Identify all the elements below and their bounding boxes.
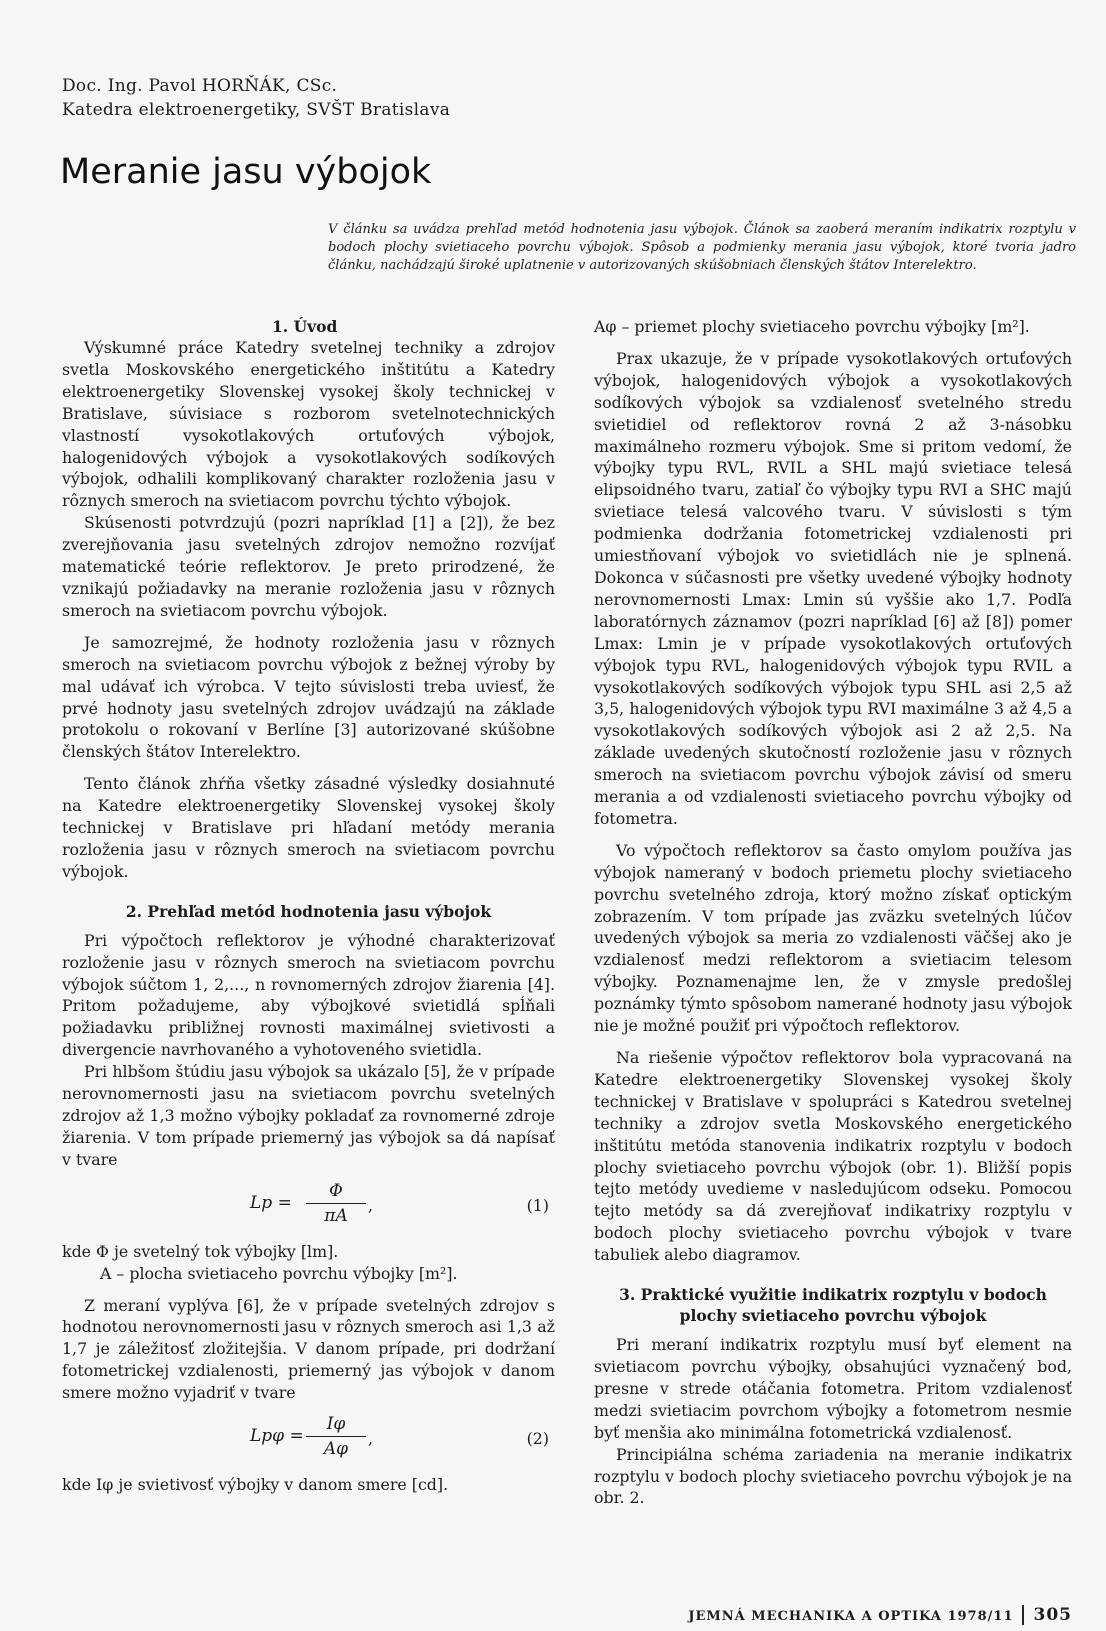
paragraph: Pri meraní indikatrix rozptylu musí byť element na svietiacom povrchu výbojky, obsahujúci vyznačený bod, presne v strede otáčania fotometra. Pritom vzdialenosť medzi svietiacim povrchom výbojky a fotometrom nesmie byť menšia ako minimálna fotometrická vzdialenosť.: [594, 1335, 1072, 1442]
equation-lhs: Lpφ =: [250, 1426, 304, 1447]
paragraph: Pri hlbšom štúdiu jasu výbojok sa ukázalo [5], že v prípade nerovnomernosti jasu na svietiacom povrchu svetelných zdrojov až 1,3 možno výbojky pokladať za rovnomerné zdroje žiarenia. V tom prípade priemerný jas výbojok sa dá napísať v tvare: [62, 1062, 555, 1169]
paragraph: Vo výpočtoch reflektorov sa často omylom používa jas výbojok nameraný v bodoch priemetu plochy svietiaceho povrchu svetelného zdroja, ktorý možno získať optickým zobrazením. V tom prípade jas zväzku svetelných lúčov uvedených výbojok sa meria zo vzdialenosti väčšej ako je vzdialenosť medzi reflektorom a svietiacim telesom výbojky. Poznamenajme len, že v zmysle predošlej poznámky týmto spôsobom namerané hodnoty jasu výbojok nie je možné použiť pri výpočtoch reflektorov.: [594, 840, 1072, 1036]
equation-numerator: Φ: [306, 1179, 366, 1204]
equation-fraction: [306, 1412, 366, 1461]
definitions: [62, 1474, 555, 1496]
equation-numerator: Iφ: [306, 1412, 366, 1437]
equation-denominator: Aφ: [323, 1439, 349, 1460]
equation-2: [62, 1412, 555, 1466]
definition: A – plocha svietiaceho povrchu výbojky [m²].: [100, 1263, 458, 1283]
paragraph: Skúsenosti potvrdzujú (pozri napríklad [1] a [2]), že bez zverejňovania jasu svetelných zdrojov nemožno rozvíjať matematické teórie reflektorov. Je preto prirodzené, že vznikajú požiadavky na meranie rozloženia jasu v rôznych smeroch na svietiacom povrchu výbojok.: [62, 513, 555, 620]
page-footer: [688, 1605, 1072, 1625]
section-1-heading: 1. Úvod: [272, 317, 338, 336]
paragraph: Výskumné práce Katedry svetelnej techniky a zdrojov svetla Moskovského energetického inštitútu a Katedry elektroenergetiky Slovenskej vysokej školy technickej v Bratislave, súvisiace s rozborom svetelnotechnických vlastností vysokotlakových ortuťových výbojok, halogenidových výbojok a vysokotlakových sodíkových výbojok, odhalili komplikovaný charakter rozloženia jasu v rôznych smeroch na svietiacom povrchu týchto výbojok.: [62, 338, 555, 511]
paragraph: Na riešenie výpočtov reflektorov bola vypracovaná na Katedre elektroenergetiky Slovenskej vysokej školy technickej v Bratislave v spolupráci s Katedrou svetelnej techniky a zdrojov svetla Moskovského energetického inštitútu metóda stanovenia indikatrix rozptylu v bodoch plochy svietiaceho povrchu výbojok (obr. 1). Bližší popis tejto metódy uvedieme v nasledujúcom odseku. Pomocou tejto metódy sa dá zverejňovať indikatrixy rozptylu v bodoch plochy svietiaceho povrchu výbojok v tvare tabuliek alebo diagramov.: [594, 1048, 1072, 1265]
left-column: [62, 316, 555, 1506]
paragraph: Pri výpočtoch reflektorov je výhodné charakterizovať rozloženie jasu v rôznych smeroch na svietiacom povrchu výbojok súčtom 1, 2,..., n rovnomerných zdrojov žiarenia [4]. Pritom požadujeme, aby výbojkové svietidlá spĺňali požiadavku približnej rovnosti maximálnej svietivosti a divergencie navrhovaného a vyhotoveného svietidla.: [62, 930, 555, 1060]
page-number: 305: [1022, 1605, 1073, 1625]
journal-name: JEMNÁ MECHANIKA A OPTIKA 1978/11: [688, 1609, 1014, 1624]
author-block: [62, 74, 450, 122]
equation-comma: ,: [368, 1429, 374, 1449]
paragraph: Principiálna schéma zariadenia na meranie indikatrix rozptylu v bodoch plochy svietiaceho povrchu výbojok je na obr. 2.: [594, 1444, 1072, 1508]
definitions: [62, 1241, 555, 1285]
abstract: V článku sa uvádza prehľad metód hodnotenia jasu výbojok. Článok sa zaoberá meraním indikatrix rozptylu v bodoch plochy svietiaceho povrchu výbojok. Spôsob a podmienky merania jasu výbojok, ktoré tvoria jadro článku, nachádzajú široké uplatnenie v autorizovaných skúšobniach členských štátov Interelektro.: [328, 222, 1076, 273]
equation-comma: ,: [368, 1195, 374, 1215]
author-affiliation: Katedra elektroenergetiky, SVŠT Bratislava: [62, 100, 451, 120]
paragraph: Je samozrejmé, že hodnoty rozloženia jasu v rôznych smeroch na svietiacom povrchu výbojok z bežnej výroby by mal udávať ich výrobca. V tejto súvislosti treba uviesť, že prvé hodnoty jasu svetelných zdrojov uvádzajú na základe protokolu o rokovaní v Berlíne [3] autorizované skúšobne členských štátov Interelektro.: [62, 632, 555, 762]
paragraph: Z meraní vyplýva [6], že v prípade svetelných zdrojov s hodnotou nerovnomernosti jasu v rôznych smeroch asi 1,3 až 1,7 je záležitosť zložitejšia. V danom prípade, pri dodržaní fotometrickej vzdialenosti, priemerný jas výbojok v danom smere možno vyjadriť v tvare: [62, 1295, 555, 1403]
definition: Aφ – priemet plochy svietiaceho povrchu výbojky [m²].: [594, 317, 1030, 336]
section-2-heading: 2. Prehľad metód hodnotenia jasu výbojok: [125, 901, 492, 921]
equation-1: [62, 1179, 555, 1233]
equation-fraction: [306, 1179, 366, 1228]
definition: kde Φ je svetelný tok výbojky [lm].: [62, 1241, 339, 1261]
definitions: [594, 316, 1072, 338]
equation-lhs: Lp =: [250, 1192, 292, 1213]
paragraph: Tento článok zhŕňa všetky zásadné výsledky dosiahnuté na Katedre elektroenergetiky Slovenskej vysokej školy technickej v Bratislave pri hľadaní metódy merania rozloženia jasu v rôznych smeroch na svietiacom povrchu výbojok.: [62, 774, 555, 881]
paragraph: Prax ukazuje, že v prípade vysokotlakových ortuťových výbojok, halogenidových výbojok a vysokotlakových sodíkových výbojok sa vzdialenosť svetelného stredu svietidiel od reflektorov rovná 2 až 3-násobku maximálneho rozmeru výbojok. Sme si pritom vedomí, že výbojky typu RVL, RVIL a SHL majú svietiace telesá elipsoidného tvaru, zatiaľ čo výbojky typu RVI a SHC majú svietiace telesá valcového tvaru. V súvislosti s tým podmienka dodržania fotometrickej vzdialenosti pri umiestňovaní výbojok vo svietidlách nie je splnená. Dokonca v súčasnosti pre všetky uvedené výbojky hodnoty nerovnomernosti Lmax: Lmin sú vyššie ako 1,7. Podľa laboratórnych záznamov (pozri napríklad [6] až [8]) pomer Lmax: Lmin je v prípade vysokotlakových ortuťových výbojok typu RVL, halogenidových výbojok typu RVIL a vysokotlakových sodíkových výbojok typu SHL asi 2,5 až 3,5, halogenidových výbojok typu RVI maximálne 3 až 4,5 a vysokotlakových sodíkových výbojok asi 2 až 2,5. Na základe uvedených skutočností rozloženie jasu v rôznych smeroch na svietiacom povrchu výbojok závisí od smeru merania a od vzdialenosti svietiaceho povrchu výbojky od fotometra.: [594, 348, 1072, 828]
equation-number: (1): [526, 1195, 549, 1215]
article-title: Meranie jasu výbojok: [60, 152, 432, 192]
right-column: [594, 316, 1072, 1509]
definition: kde Iφ je svietivosť výbojky v danom smere [cd].: [62, 1475, 449, 1495]
equation-number: (2): [526, 1429, 549, 1449]
author-name: Doc. Ing. Pavol HORŇÁK, CSc.: [62, 76, 338, 96]
equation-denominator: πA: [324, 1205, 348, 1226]
section-3-heading: 3. Praktické využitie indikatrix rozptylu v bodoch plochy svietiaceho povrchu výbojok: [619, 1285, 1047, 1326]
